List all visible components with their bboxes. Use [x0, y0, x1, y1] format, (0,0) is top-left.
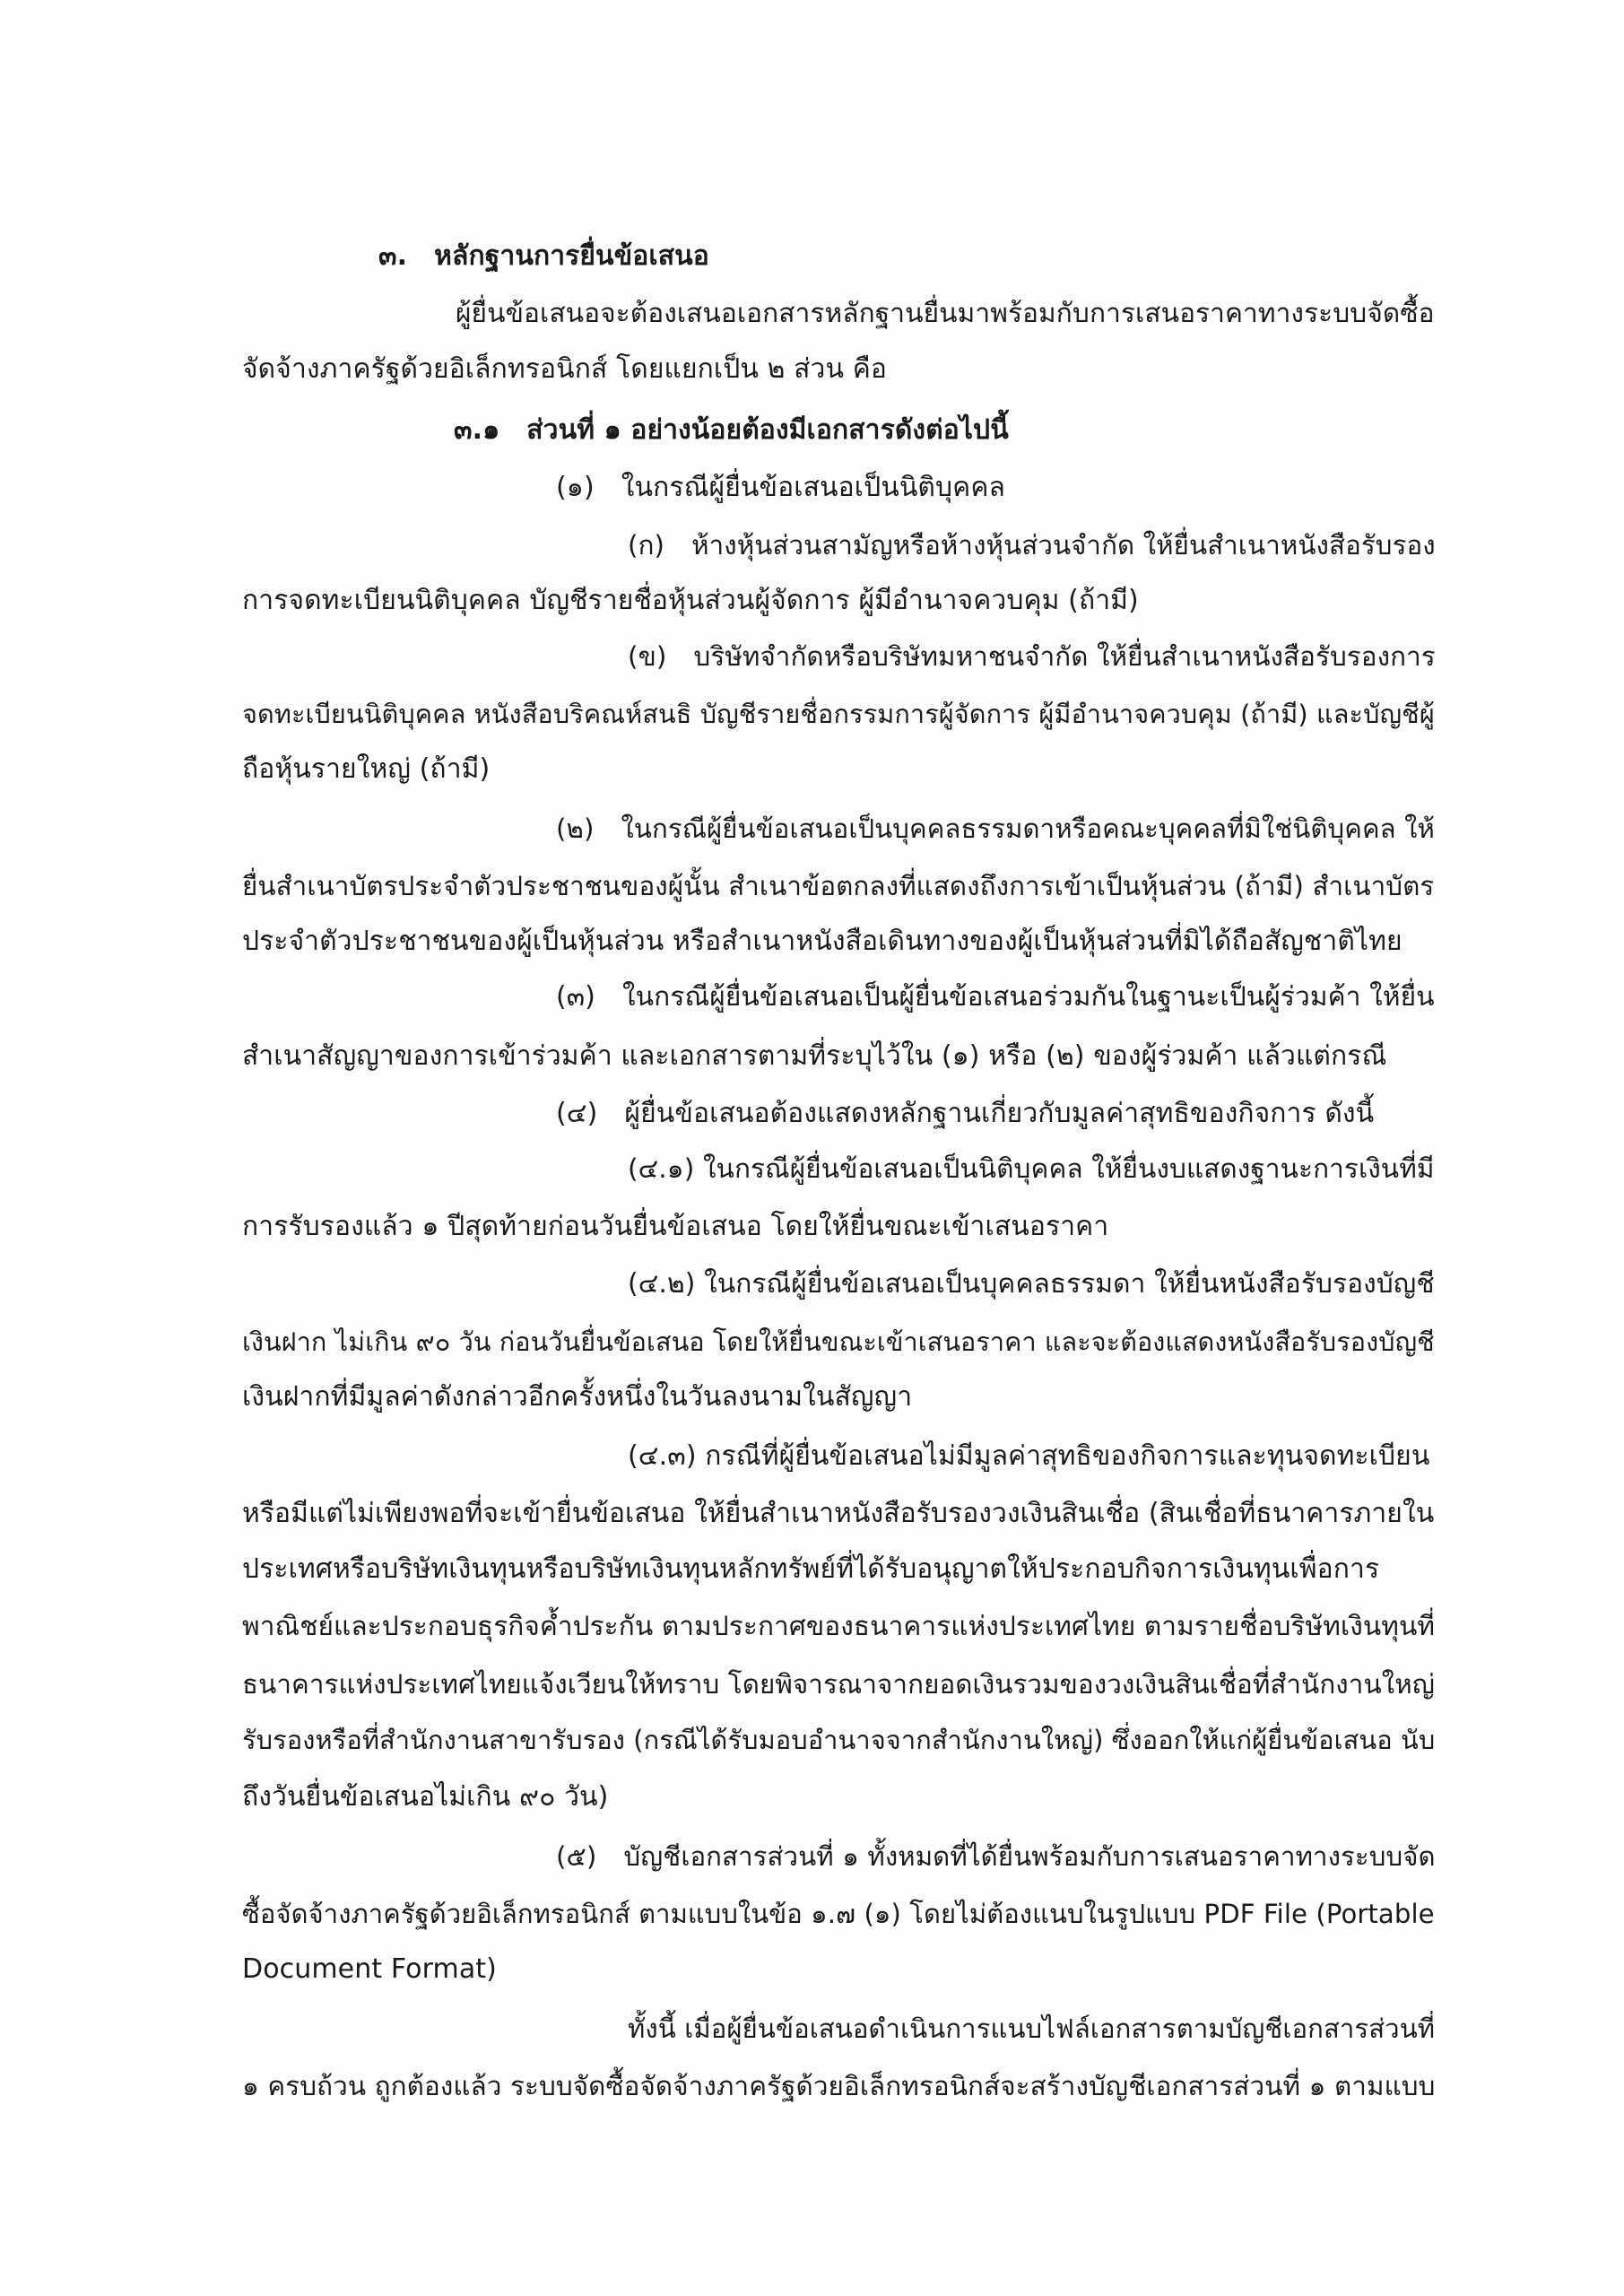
- item-number: (๒): [556, 813, 595, 844]
- item-text: บัญชีเอกสารส่วนที่ ๑ ทั้งหมดที่ได้ยื่นพร้อมกับการเสนอราคาทางระบบจัด: [623, 1841, 1436, 1872]
- paragraph-line: การจดทะเบียนนิติบุคคล บัญชีรายชื่อหุ้นส่วนผู้จัดการ ผู้มีอำนาจควบคุม (ถ้ามี): [242, 585, 1139, 616]
- paragraph-line: ทั้งนี้ เมื่อผู้ยื่นข้อเสนอดำเนินการแนบไฟล์เอกสารตามบัญชีเอกสารส่วนที่: [628, 2013, 1436, 2044]
- item-number: (ก): [628, 530, 665, 561]
- list-item: (๔.๑) ในกรณีผู้ยื่นข้อเสนอเป็นนิติบุคคล ให้ยื่นงบแสดงฐานะการเงินที่มี: [628, 1153, 1435, 1185]
- item-number: (๓): [556, 981, 595, 1013]
- item-text: ห้างหุ้นส่วนสามัญหรือห้างหุ้นส่วนจำกัด ให้ยื่นสำเนาหนังสือรับรอง: [691, 530, 1436, 561]
- subsection-title: ส่วนที่ ๑ อย่างน้อยต้องมีเอกสารดังต่อไปนี้: [526, 414, 1009, 446]
- list-item: [556, 979, 1435, 1015]
- paragraph-line: ผู้ยื่นข้อเสนอจะต้องเสนอเอกสารหลักฐานยื่นมาพร้อมกับการเสนอราคาทางระบบจัดซื้อ: [456, 298, 1435, 329]
- section-number: ๓.: [378, 240, 408, 272]
- item-number: (๑): [556, 472, 595, 503]
- paragraph-line: จดทะเบียนนิติบุคคล หนังสือบริคณห์สนธิ บัญชีรายชื่อกรรมการผู้จัดการ ผู้มีอำนาจควบคุม (ถ้ามี) และบัญชีผู้: [242, 699, 1435, 729]
- item-text: ในกรณีผู้ยื่นข้อเสนอเป็นนิติบุคคล: [621, 472, 1005, 503]
- paragraph-line: ประจำตัวประชาชนของผู้เป็นหุ้นส่วน หรือสำเนาหนังสือเดินทางของผู้เป็นหุ้นส่วนที่มิได้ถือสัญชาติไทย: [242, 926, 1403, 957]
- paragraph-line: ถือหุ้นรายใหญ่ (ถ้ามี): [242, 753, 491, 785]
- list-item: [556, 1839, 1436, 1874]
- item-text: ในกรณีผู้ยื่นข้อเสนอเป็นผู้ยื่นข้อเสนอร่วมกันในฐานะเป็นผู้ร่วมค้า ให้ยื่น: [622, 981, 1435, 1013]
- subsection-3-1-heading: [454, 413, 1009, 448]
- list-item: [556, 811, 1435, 847]
- paragraph-line: จัดจ้างภาครัฐด้วยอิเล็กทรอนิกส์ โดยแยกเป็น ๒ ส่วน คือ: [242, 353, 888, 385]
- paragraph-line: พาณิชย์และประกอบธุรกิจค้ำประกัน ตามประกาศของธนาคารแห่งประเทศไทย ตามรายชื่อบริษัทเงินทุนที่: [242, 1611, 1436, 1642]
- list-item: (๔.๓) กรณีที่ผู้ยื่นข้อเสนอไม่มีมูลค่าสุทธิของกิจการและทุนจดทะเบียน: [628, 1440, 1430, 1472]
- item-number: (ข): [628, 641, 667, 672]
- list-item: [628, 639, 1436, 674]
- list-item: (๔.๒) ในกรณีผู้ยื่นข้อเสนอเป็นบุคคลธรรมดา ให้ยื่นหนังสือรับรองบัญชี: [628, 1268, 1435, 1300]
- item-text: ผู้ยื่นข้อเสนอต้องแสดงหลักฐานเกี่ยวกับมูลค่าสุทธิของกิจการ ดังนี้: [624, 1098, 1375, 1129]
- item-text: บริษัทจำกัดหรือบริษัทมหาชนจำกัด ให้ยื่นสำเนาหนังสือรับรองการ: [693, 641, 1436, 672]
- paragraph-line: ประเทศหรือบริษัทเงินทุนหรือบริษัทเงินทุนหลักทรัพย์ที่ได้รับอนุญาตให้ประกอบกิจการเงินทุนเพื่อการ: [242, 1553, 1380, 1585]
- list-item: [556, 1096, 1374, 1132]
- paragraph-line: รับรองหรือที่สำนักงานสาขารับรอง (กรณีได้รับมอบอำนาจจากสำนักงานใหญ่) ซึ่งออกให้แก่ผู้ยื่นข้อเสนอ นับ: [242, 1725, 1436, 1755]
- paragraph-line: เงินฝาก ไม่เกิน ๙๐ วัน ก่อนวันยื่นข้อเสนอ โดยให้ยื่นขณะเข้าเสนอราคา และจะต้องแสดงหนังสือรับรองบัญชี: [242, 1326, 1435, 1357]
- paragraph-line: ยื่นสำเนาบัตรประจำตัวประชาชนของผู้นั้น สำเนาข้อตกลงที่แสดงถึงการเข้าเป็นหุ้นส่วน (ถ้ามี) สำเนาบัตร: [242, 871, 1435, 901]
- section-title: หลักฐานการยื่นข้อเสนอ: [434, 240, 709, 272]
- subsection-number: ๓.๑: [454, 414, 500, 446]
- list-item: [628, 527, 1436, 563]
- paragraph-line: ธนาคารแห่งประเทศไทยแจ้งเวียนให้ทราบ โดยพิจารณาจากยอดเงินรวมของวงเงินสินเชื่อที่สำนักงานใหญ่: [242, 1669, 1436, 1700]
- paragraph-line: การรับรองแล้ว ๑ ปีสุดท้ายก่อนวันยื่นข้อเสนอ โดยให้ยื่นขณะเข้าเสนอราคา: [242, 1211, 1109, 1242]
- paragraph-line: ซื้อจัดจ้างภาครัฐด้วยอิเล็กทรอนิกส์ ตามแบบในข้อ ๑.๗ (๑) โดยไม่ต้องแนบในรูปแบบ PDF File (Portable: [242, 1899, 1435, 1929]
- paragraph-line: ๑ ครบถ้วน ถูกต้องแล้ว ระบบจัดซื้อจัดจ้างภาครัฐด้วยอิเล็กทรอนิกส์จะสร้างบัญชีเอกสารส่วนที่ ๑ ตามแบบ: [242, 2071, 1436, 2101]
- paragraph-line: Document Format): [242, 1953, 497, 1985]
- paragraph-line: ถึงวันยื่นข้อเสนอไม่เกิน ๙๐ วัน): [242, 1781, 609, 1813]
- section-3-heading: [378, 239, 709, 274]
- item-number: (๔): [556, 1098, 598, 1129]
- item-number: (๕): [556, 1841, 597, 1872]
- item-text: ในกรณีผู้ยื่นข้อเสนอเป็นบุคคลธรรมดาหรือคณะบุคคลที่มิใช่นิติบุคคล ให้: [621, 813, 1435, 844]
- paragraph-line: สำเนาสัญญาของการเข้าร่วมค้า และเอกสารตามที่ระบุไว้ใน (๑) หรือ (๒) ของผู้ร่วมค้า แล้วแต่กรณี: [242, 1040, 1387, 1072]
- list-item: [556, 470, 1005, 506]
- paragraph-line: เงินฝากที่มีมูลค่าดังกล่าวอีกครั้งหนึ่งในวันลงนามในสัญญา: [242, 1381, 913, 1413]
- paragraph-line: หรือมีแต่ไม่เพียงพอที่จะเข้ายื่นข้อเสนอ ให้ยื่นสำเนาหนังสือรับรองวงเงินสินเชื่อ (สินเชื่อที่ธนาคารภายใน: [242, 1498, 1435, 1529]
